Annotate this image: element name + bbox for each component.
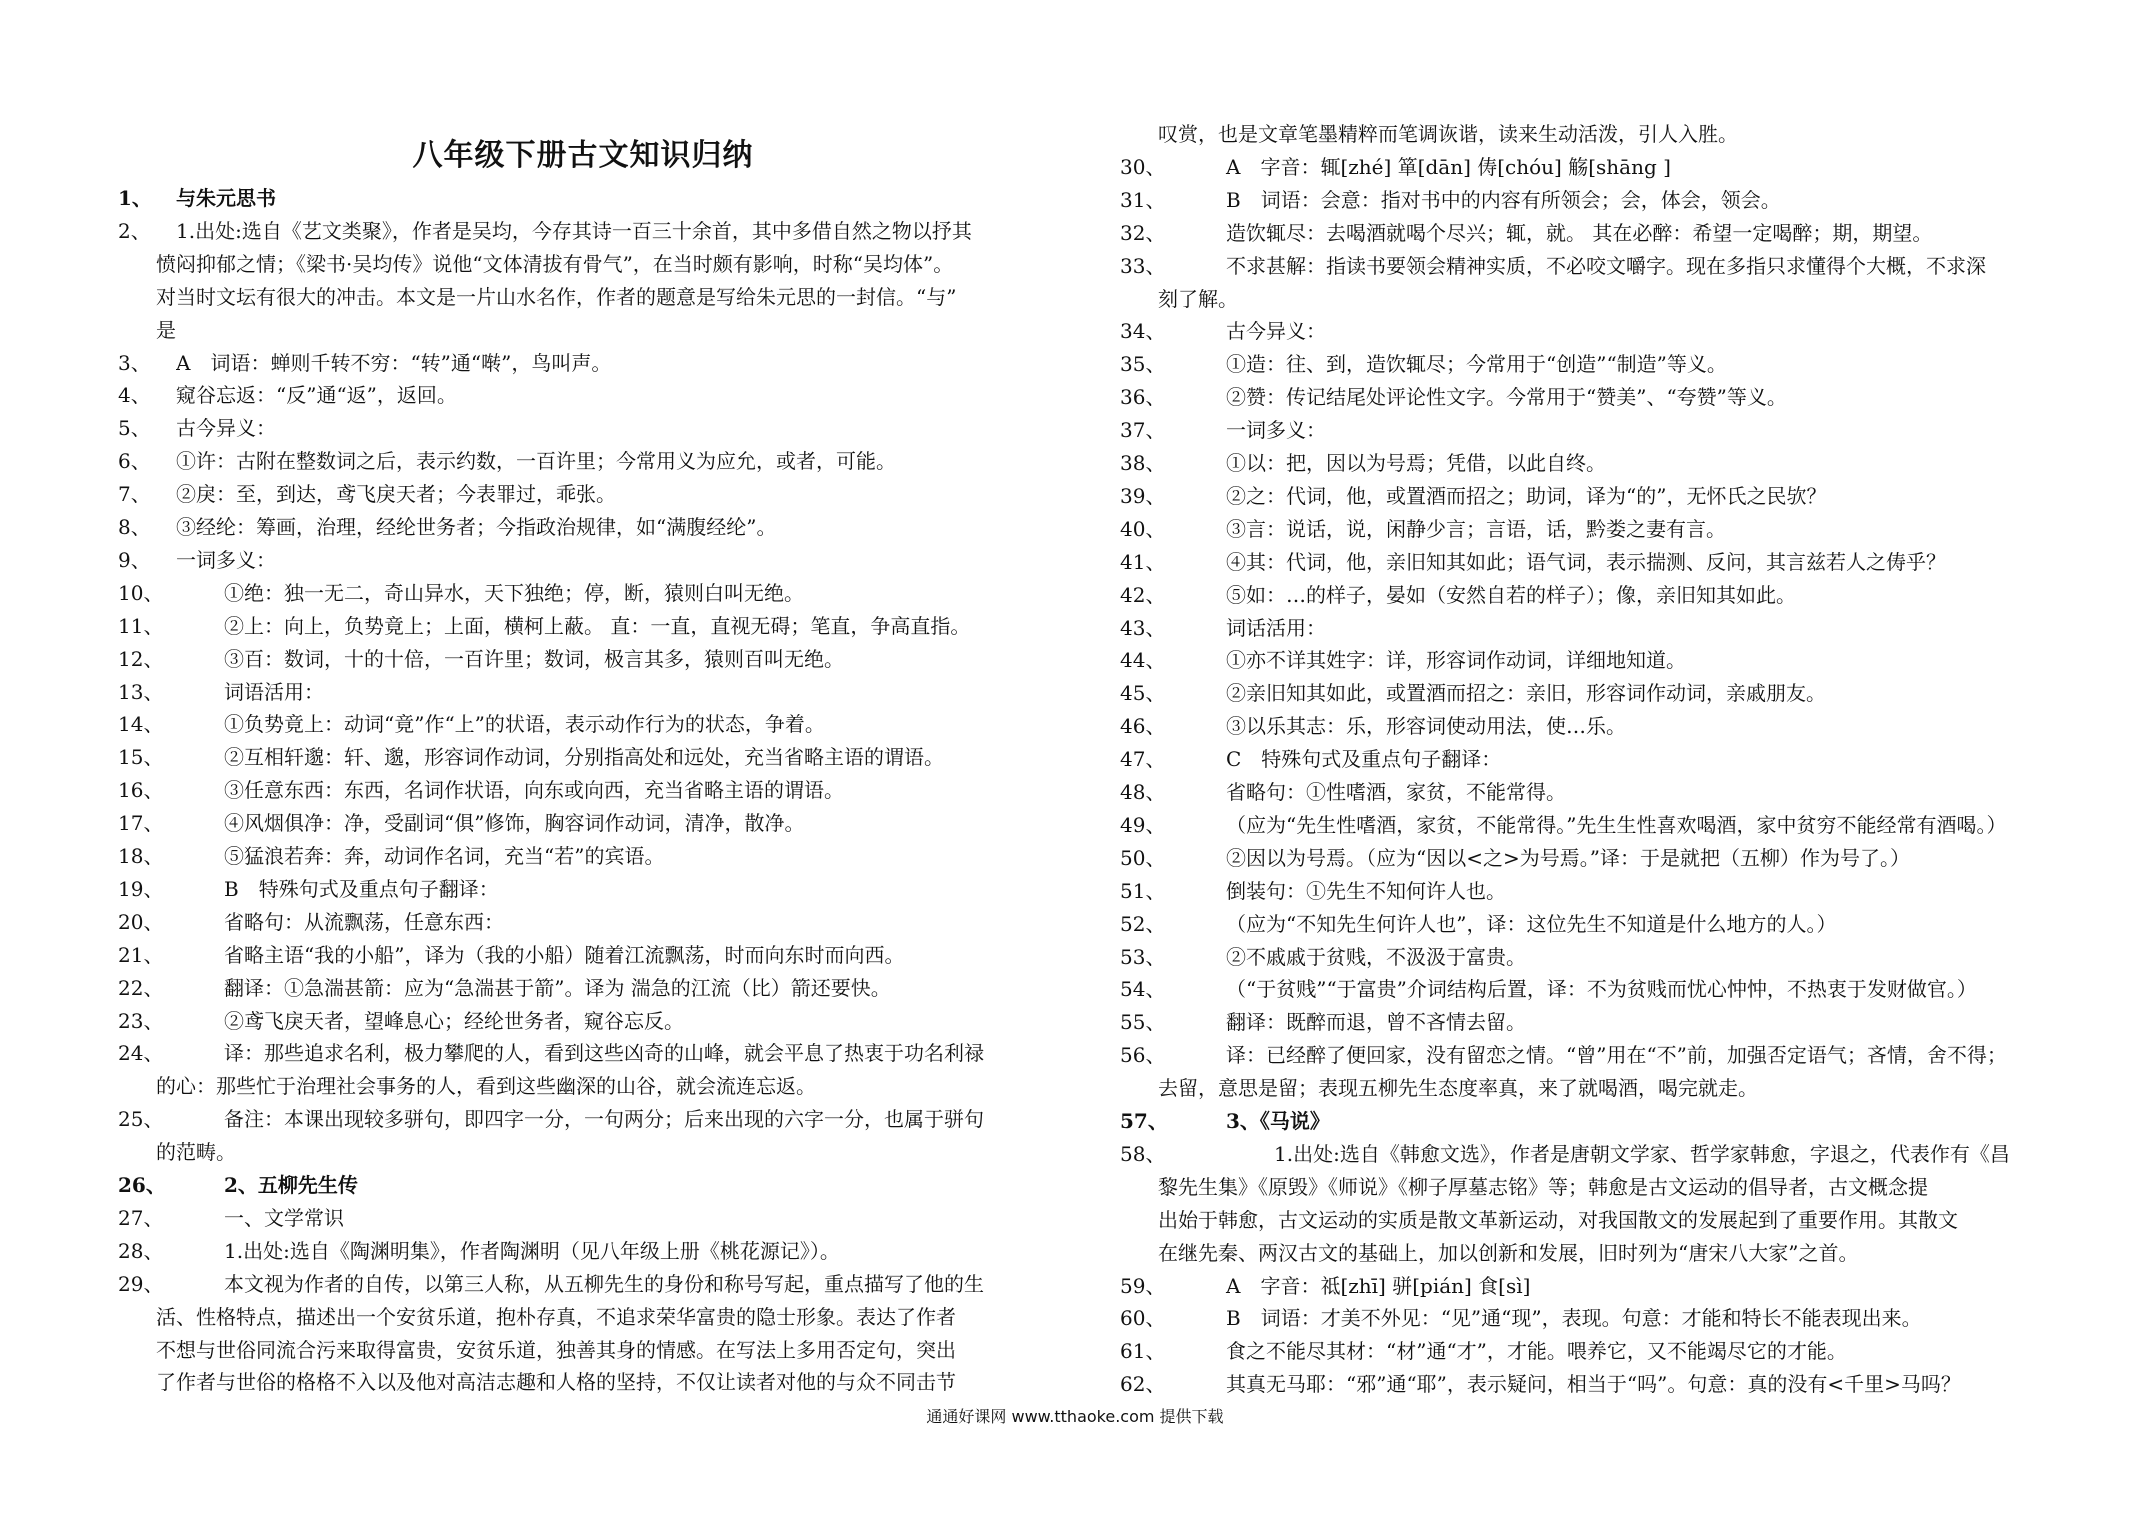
- continuation-line: [118, 1334, 1048, 1366]
- line-number: 42、: [1120, 582, 1166, 607]
- numbered-line: [118, 807, 1048, 839]
- line-text: 不想与世俗同流合污来取得富贵，安贫乐道，独善其身的情感。在写法上多用否定句，突出: [156, 1337, 956, 1362]
- numbered-line: [118, 708, 1048, 740]
- line-text: 的心：那些忙于治理社会事务的人，看到这些幽深的山谷，就会流连忘返。: [156, 1074, 816, 1099]
- line-text: （“于贫贱”“于富贵”介词结构后置，译：不为贫贱而忧心忡忡，不热衷于发财做官。）: [1226, 977, 1977, 1002]
- line-text: 不求甚解：指读书要领会精神实质，不必咬文嚼字。现在多指只求懂得个大概，不求深: [1226, 253, 1986, 278]
- line-number: 45、: [1120, 681, 1166, 706]
- line-number: 38、: [1120, 451, 1166, 475]
- numbered-line: [1120, 480, 2050, 512]
- numbered-line: [1120, 184, 2050, 216]
- line-text: 3、《马说》: [1226, 1109, 1330, 1133]
- line-text: 与朱元思书: [176, 186, 276, 210]
- numbered-line: [1120, 743, 2050, 775]
- page-title: 八年级下册古文知识归纳: [412, 138, 754, 173]
- line-text: （应为“不知先生何许人也”，译：这位先生不知道是什么地方的人。）: [1226, 911, 1837, 936]
- line-text: ①以：把，因以为号焉；凭借，以此自终。: [1226, 451, 1606, 475]
- line-number: 2、: [118, 218, 151, 243]
- continuation-line: [1120, 283, 2050, 315]
- numbered-line: [118, 478, 1048, 510]
- line-text: 造饮辄尽：去喝酒就喝个尽兴；辄，就。 其在必醉：希望一定喝醉；期，期望。: [1226, 220, 1933, 245]
- numbered-line: [1120, 414, 2050, 446]
- line-text: 古今异义：: [1226, 319, 1326, 344]
- line-number: 12、: [118, 646, 164, 671]
- line-text: 省略句：①性嗜酒，家贫，不能常得。: [1226, 780, 1566, 804]
- numbered-line: [1120, 579, 2050, 611]
- line-number: 20、: [118, 909, 164, 934]
- numbered-line: [1120, 677, 2050, 709]
- line-number: 22、: [118, 975, 164, 1000]
- numbered-line: [1120, 447, 2050, 479]
- line-text: 备注：本课出现较多骈句，即四字一分，一句两分；后来出现的六字一分，也属于骈句: [224, 1107, 984, 1132]
- continuation-line: [118, 1366, 1048, 1398]
- line-text: 翻译：既醉而退，曾不吝情去留。: [1226, 1010, 1526, 1035]
- line-number: 27、: [118, 1205, 164, 1230]
- numbered-line: [1120, 1138, 2050, 1170]
- numbered-line: [118, 840, 1048, 872]
- line-text: B 特殊句式及重点句子翻译：: [224, 876, 499, 901]
- line-text: 食之不能尽其材：“材”通“才”，才能。喂养它，又不能竭尽它的才能。: [1226, 1339, 1847, 1364]
- continuation-line: [118, 314, 1048, 346]
- continuation-line: [1120, 1237, 2050, 1269]
- line-text: ②互相轩邈：轩、邈，形容词作动词，分别指高处和远处，充当省略主语的谓语。: [224, 745, 944, 770]
- line-text: ④其：代词，他，亲旧知其如此；语气词，表示揣测、反问，其言兹若人之俦乎？: [1226, 549, 1946, 574]
- numbered-line: [1120, 908, 2050, 940]
- line-number: 62、: [1120, 1372, 1166, 1397]
- line-number: 11、: [118, 613, 164, 638]
- line-number: 3、: [118, 350, 151, 375]
- line-text: ⑤猛浪若奔：奔，动词作名词，充当“若”的宾语。: [224, 844, 665, 868]
- line-number: 21、: [118, 942, 164, 967]
- line-text: 古今异义：: [176, 416, 276, 441]
- line-text: ①造：往、到，造饮辄尽；今常用于“创造”“制造”等义。: [1226, 352, 1727, 377]
- numbered-line: [118, 1268, 1048, 1300]
- numbered-line: [1120, 151, 2050, 183]
- line-text: ②鸢飞戾天者，望峰息心；经纶世务者，窥谷忘反。: [224, 1008, 684, 1033]
- line-text: ②因以为号焉。（应为“因以<之>为号焉。”译：于是就把（五柳）作为号了。）: [1226, 845, 1910, 870]
- numbered-line: [1120, 941, 2050, 973]
- numbered-line: [1120, 250, 2050, 282]
- line-number: 17、: [118, 811, 164, 836]
- line-text: 一、文学常识: [224, 1205, 344, 1230]
- numbered-line: [118, 676, 1048, 708]
- line-text: 黎先生集》《原毁》《师说》《柳子厚墓志铭》等；韩愈是古文运动的倡导者，古文概念提: [1158, 1174, 1928, 1199]
- line-text: ③任意东西：东西，名词作状语，向东或向西，充当省略主语的谓语。: [224, 778, 844, 803]
- line-number: 19、: [118, 876, 164, 901]
- line-text: 翻译：①急湍甚箭：应为“急湍甚于箭”。译为 湍急的江流（比）箭还要快。: [224, 975, 891, 1000]
- line-text: ②赞：传记结尾处评论性文字。今常用于“赞美”、“夸赞”等义。: [1226, 385, 1787, 410]
- line-number: 16、: [118, 778, 164, 803]
- continuation-line: [1120, 1171, 2050, 1203]
- numbered-line: [1120, 315, 2050, 347]
- line-number: 30、: [1120, 154, 1166, 179]
- line-text: 1.出处:选自《艺文类聚》，作者是吴均，今存其诗一百三十余首，其中多借自然之物以抒其: [176, 218, 972, 243]
- numbered-line: [118, 1202, 1048, 1234]
- line-text: 在继先秦、两汉古文的基础上，加以创新和发展，旧时列为“唐宋八大家”之首。: [1158, 1240, 1859, 1265]
- line-text: ①亦不详其姓字：详，形容词作动词，详细地知道。: [1226, 648, 1686, 673]
- line-text: ③以乐其志：乐，形容词使动用法，使…乐。: [1226, 714, 1626, 739]
- continuation-line: [1120, 1072, 2050, 1104]
- numbered-line: [118, 1169, 1048, 1201]
- line-text: 1.出处:选自《陶渊明集》，作者陶渊明（见八年级上册《桃花源记》）。: [224, 1238, 840, 1263]
- numbered-line: [118, 774, 1048, 806]
- numbered-line: [1120, 1335, 2050, 1367]
- continuation-line: [118, 1136, 1048, 1168]
- line-number: 31、: [1120, 187, 1166, 212]
- line-number: 26、: [118, 1173, 166, 1197]
- line-number: 7、: [118, 482, 151, 507]
- numbered-line: [118, 182, 1048, 214]
- numbered-line: [1120, 348, 2050, 380]
- line-text: 对当时文坛有很大的冲击。本文是一片山水名作，作者的题意是写给朱元思的一封信。“与”: [156, 284, 957, 309]
- line-text: A 词语：蝉则千转不穷：“转”通“啭”，鸟叫声。: [176, 350, 612, 375]
- line-text: 的范畴。: [156, 1140, 236, 1165]
- line-number: 50、: [1120, 845, 1166, 870]
- line-text: 本文视为作者的自传，以第三人称，从五柳先生的身份和称号写起，重点描写了他的生: [224, 1271, 984, 1296]
- line-number: 23、: [118, 1008, 164, 1033]
- line-number: 61、: [1120, 1339, 1166, 1364]
- line-number: 54、: [1120, 977, 1166, 1002]
- line-number: 1、: [118, 186, 152, 210]
- line-text: 词话活用：: [1226, 615, 1326, 640]
- line-number: 37、: [1120, 418, 1166, 443]
- line-text: 省略句：从流飘荡，任意东西：: [224, 909, 504, 934]
- line-number: 44、: [1120, 648, 1166, 673]
- line-number: 57、: [1120, 1109, 1168, 1133]
- line-text: 1.出处:选自《韩愈文选》，作者是唐朝文学家、哲学家韩愈，字退之，代表作有《昌: [1274, 1141, 2010, 1166]
- line-text: 省略主语“我的小船”，译为（我的小船）随着江流飘荡，时而向东时而向西。: [224, 942, 905, 967]
- line-number: 13、: [118, 679, 164, 704]
- line-text: ②亲旧知其如此，或置酒而招之：亲旧，形容词作动词，亲戚朋友。: [1226, 681, 1826, 706]
- line-text: ⑤如：…的样子，晏如（安然自若的样子）；像，亲旧知其如此。: [1226, 582, 1796, 607]
- line-text: B 词语：会意：指对书中的内容有所领会；会，体会，领会。: [1226, 187, 1781, 212]
- numbered-line: [1120, 1105, 2050, 1137]
- line-text: 出始于韩愈，古文运动的实质是散文革新运动，对我国散文的发展起到了重要作用。其散文: [1158, 1207, 1958, 1232]
- line-number: 56、: [1120, 1043, 1166, 1068]
- line-text: 刻了解。: [1158, 286, 1238, 311]
- line-text: 译：那些追求名利，极力攀爬的人，看到这些凶奇的山峰，就会平息了热衷于功名利禄: [224, 1041, 984, 1066]
- line-number: 47、: [1120, 747, 1166, 772]
- line-number: 59、: [1120, 1273, 1166, 1298]
- numbered-line: [118, 1103, 1048, 1135]
- line-text: 一词多义：: [176, 547, 276, 572]
- line-number: 48、: [1120, 780, 1166, 804]
- line-text: 词语活用：: [224, 679, 324, 704]
- line-number: 28、: [118, 1238, 164, 1263]
- line-number: 46、: [1120, 714, 1166, 739]
- line-number: 41、: [1120, 549, 1166, 574]
- line-text: 窥谷忘返：“反”通“返”，返回。: [176, 383, 457, 408]
- numbered-line: [118, 412, 1048, 444]
- line-text: 愤闷抑郁之情；《梁书·吴均传》说他“文体清拔有骨气”，在当时颇有影响，时称“吴均体”。: [156, 251, 954, 276]
- line-text: C 特殊句式及重点句子翻译：: [1226, 747, 1502, 772]
- numbered-line: [118, 379, 1048, 411]
- numbered-line: [118, 972, 1048, 1004]
- line-number: 25、: [118, 1107, 164, 1132]
- line-number: 60、: [1120, 1306, 1166, 1331]
- line-number: 29、: [118, 1271, 164, 1296]
- continuation-line: [118, 1070, 1048, 1102]
- line-number: 43、: [1120, 615, 1166, 640]
- numbered-line: [1120, 710, 2050, 742]
- line-text: 译：已经醉了便回家，没有留恋之情。“曾”用在“不”前，加强否定语气；吝情，舍不得；: [1226, 1043, 2007, 1068]
- line-number: 10、: [118, 580, 164, 605]
- line-number: 52、: [1120, 911, 1166, 936]
- line-text: ②之：代词，他，或置酒而招之；助词，译为“的”，无怀氏之民欤？: [1226, 483, 1827, 508]
- line-number: 5、: [118, 416, 151, 441]
- numbered-line: [1120, 1302, 2050, 1334]
- numbered-line: [118, 215, 1048, 247]
- line-number: 35、: [1120, 352, 1166, 377]
- line-text: A 字音：辄[zhé] 箪[dān] 俦[chóu] 觞[shāng ]: [1226, 154, 1671, 179]
- continuation-line: [1120, 118, 2050, 150]
- continuation-line: [118, 281, 1048, 313]
- line-text: ①许：古附在整数词之后，表示约数，一百许里；今常用义为应允，或者，可能。: [176, 449, 896, 474]
- line-number: 39、: [1120, 483, 1166, 508]
- line-number: 51、: [1120, 878, 1166, 903]
- line-text: A 字音：祗[zhī] 骈[pián] 食[sì]: [1226, 1273, 1531, 1298]
- line-text: ②不戚戚于贫贱，不汲汲于富贵。: [1226, 944, 1526, 969]
- numbered-line: [118, 873, 1048, 905]
- numbered-line: [118, 511, 1048, 543]
- line-number: 15、: [118, 745, 164, 770]
- line-text: ③言：说话，说，闲静少言；言语，话，黔娄之妻有言。: [1226, 516, 1726, 541]
- line-text: ②戾：至，到达，鸢飞戾天者；今表罪过，乖张。: [176, 482, 616, 507]
- numbered-line: [118, 1235, 1048, 1267]
- numbered-line: [1120, 217, 2050, 249]
- line-number: 34、: [1120, 319, 1166, 344]
- line-text: 其真无马耶：“邪”通“耶”，表示疑问，相当于“吗”。句意：真的没有<千里>马吗？: [1226, 1372, 1961, 1397]
- numbered-line: [118, 1005, 1048, 1037]
- line-number: 8、: [118, 515, 151, 539]
- numbered-line: [1120, 1039, 2050, 1071]
- line-number: 49、: [1120, 812, 1166, 837]
- line-text: 了作者与世俗的格格不入以及他对高洁志趣和人格的坚持，不仅让读者对他的与众不同击节: [156, 1370, 956, 1395]
- numbered-line: [1120, 809, 2050, 841]
- numbered-line: [1120, 1006, 2050, 1038]
- line-text: ③经纶：筹画，治理，经纶世务者；今指政治规律，如“满腹经纶”。: [176, 515, 777, 539]
- numbered-line: [1120, 1270, 2050, 1302]
- continuation-line: [118, 248, 1048, 280]
- numbered-line: [1120, 973, 2050, 1005]
- line-number: 14、: [118, 712, 164, 737]
- numbered-line: [1120, 842, 2050, 874]
- line-text: 叹赏，也是文章笔墨精粹而笔调诙谐，读来生动活泼，引人入胜。: [1158, 122, 1738, 146]
- numbered-line: [118, 939, 1048, 971]
- line-number: 9、: [118, 547, 151, 572]
- line-text: 一词多义：: [1226, 418, 1326, 443]
- numbered-line: [1120, 644, 2050, 676]
- line-text: （应为“先生性嗜酒，家贫，不能常得。”先生生性喜欢喝酒，家中贫穷不能经常有酒喝。）: [1226, 812, 2007, 837]
- page-footer: 通通好课网 www.tthaoke.com 提供下载: [926, 1407, 1224, 1426]
- line-text: ③百：数词，十的十倍，一百许里；数词，极言其多，猿则百叫无绝。: [224, 646, 844, 671]
- line-number: 6、: [118, 449, 151, 474]
- numbered-line: [118, 643, 1048, 675]
- numbered-line: [1120, 381, 2050, 413]
- line-number: 24、: [118, 1041, 164, 1066]
- continuation-line: [118, 1301, 1048, 1333]
- numbered-line: [118, 347, 1048, 379]
- line-number: 58、: [1120, 1141, 1166, 1166]
- numbered-line: [118, 445, 1048, 477]
- numbered-line: [118, 906, 1048, 938]
- line-text: 去留，意思是留；表现五柳先生态度率真，来了就喝酒，喝完就走。: [1158, 1076, 1758, 1101]
- numbered-line: [1120, 546, 2050, 578]
- continuation-line: [1120, 1204, 2050, 1236]
- line-number: 36、: [1120, 385, 1166, 410]
- line-text: ②上：向上，负势竟上；上面，横柯上蔽。 直：一直，直视无碍；笔直，争高直指。: [224, 613, 971, 638]
- line-text: B 词语：才美不外见：“见”通“现”，表现。句意：才能和特长不能表现出来。: [1226, 1306, 1922, 1331]
- line-text: ①负势竟上：动词“竟”作“上”的状语，表示动作行为的状态，争着。: [224, 712, 825, 737]
- numbered-line: [118, 1037, 1048, 1069]
- line-text: 是: [156, 317, 176, 342]
- numbered-line: [118, 577, 1048, 609]
- line-text: ①绝：独一无二，奇山异水，天下独绝；停，断，猿则白叫无绝。: [224, 580, 804, 605]
- numbered-line: [118, 610, 1048, 642]
- line-text: 活、性格特点，描述出一个安贫乐道，抱朴存真，不追求荣华富贵的隐士形象。表达了作者: [156, 1304, 956, 1329]
- line-number: 4、: [118, 383, 151, 408]
- line-number: 55、: [1120, 1010, 1166, 1035]
- numbered-line: [1120, 612, 2050, 644]
- line-number: 40、: [1120, 516, 1166, 541]
- numbered-line: [1120, 875, 2050, 907]
- numbered-line: [118, 741, 1048, 773]
- line-number: 53、: [1120, 944, 1166, 969]
- line-number: 33、: [1120, 253, 1166, 278]
- line-text: ④风烟俱净：净，受副词“俱”修饰，胸容词作动词，清净，散净。: [224, 811, 805, 836]
- numbered-line: [1120, 513, 2050, 545]
- numbered-line: [1120, 776, 2050, 808]
- line-text: 2、五柳先生传: [224, 1173, 358, 1197]
- numbered-line: [118, 544, 1048, 576]
- line-number: 32、: [1120, 220, 1166, 245]
- line-number: 18、: [118, 844, 164, 868]
- line-text: 倒装句：①先生不知何许人也。: [1226, 878, 1506, 903]
- numbered-line: [1120, 1368, 2050, 1400]
